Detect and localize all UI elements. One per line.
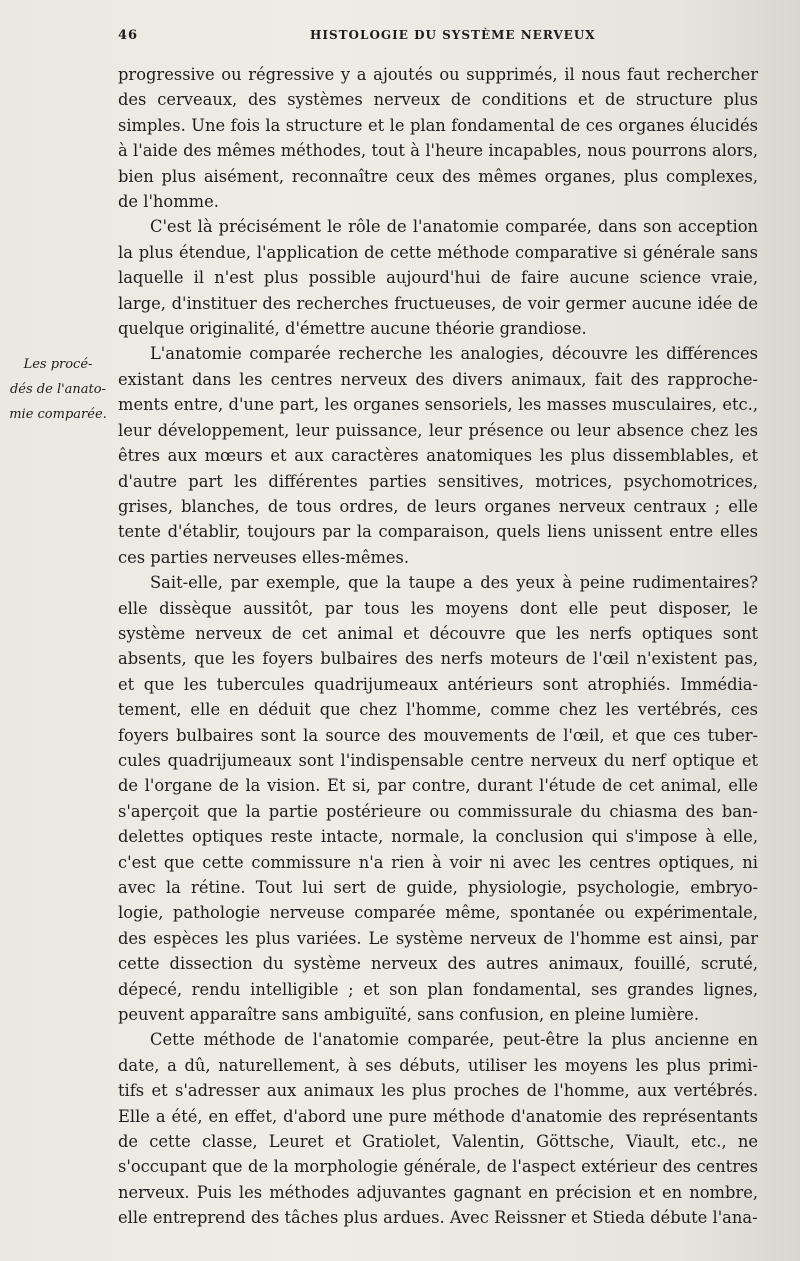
text-line: êtres aux mœurs et aux caractères anatomiques les plus dissemblables, et xyxy=(118,446,758,466)
paragraph xyxy=(118,62,758,214)
text-line: laquelle il n'est plus possible aujourd'hui de faire aucune science vraie, xyxy=(118,268,758,288)
text-line: elle dissèque aussitôt, par tous les moyens dont elle peut disposer, le xyxy=(118,598,758,618)
text-line: la plus étendue, l'application de cette méthode comparative si générale sans xyxy=(118,242,758,262)
text-line: tement, elle en déduit que chez l'homme, comme chez les vertébrés, ces xyxy=(118,700,758,720)
text-line: système nerveux de cet animal et découvre que les nerfs optiques sont xyxy=(118,623,758,643)
text-line: delettes optiques reste intacte, normale, la conclusion qui s'impose à elle, xyxy=(118,827,758,847)
margin-note-line: dés de l'anato- xyxy=(9,382,106,397)
margin-note-line: mie comparée. xyxy=(9,407,107,422)
text-line: tifs et s'adresser aux animaux les plus proches de l'homme, aux vertébrés. xyxy=(118,1081,758,1101)
body-text xyxy=(118,62,758,1231)
paragraph xyxy=(118,570,758,1027)
text-line: existant dans les centres nerveux des divers animaux, fait des rapproche- xyxy=(118,369,758,389)
text-line: de cette classe, Leuret et Gratiolet, Valentin, Göttsche, Viault, etc., ne xyxy=(118,1132,758,1152)
text-line: bien plus aisément, reconnaître ceux des mêmes organes, plus complexes, xyxy=(118,166,758,186)
text-line: à l'aide des mêmes méthodes, tout à l'heure incapables, nous pourrons alors, xyxy=(118,141,758,161)
text-line: quelque originalité, d'émettre aucune théorie grandiose. xyxy=(118,319,587,339)
text-line: s'aperçoit que la partie postérieure ou commissurale du chiasma des ban- xyxy=(118,801,758,821)
paragraph xyxy=(118,341,758,570)
text-line: des espèces les plus variées. Le système nerveux de l'homme est ainsi, par xyxy=(118,928,758,948)
text-line: avec la rétine. Tout lui sert de guide, physiologie, psychologie, embryo- xyxy=(118,878,758,897)
page-number: 46 xyxy=(118,28,139,43)
text-line: logie, pathologie nerveuse comparée même, spontanée ou expérimentale, xyxy=(118,903,758,923)
text-line: foyers bulbaires sont la source des mouvements de l'œil, et que ces tuber- xyxy=(118,725,758,745)
margin-note xyxy=(2,352,114,427)
text-line: ments entre, d'une part, les organes sensoriels, les masses musculaires, etc., xyxy=(118,395,758,415)
text-line: simples. Une fois la structure et le plan fondamental de ces organes élucidés xyxy=(118,115,758,135)
text-line: des cerveaux, des systèmes nerveux de conditions et de structure plus xyxy=(118,90,758,110)
text-line: et que les tubercules quadrijumeaux antérieurs sont atrophiés. Immédia- xyxy=(118,674,758,694)
text-line: nerveux. Puis les méthodes adjuvantes gagnant en précision et en nombre, xyxy=(118,1182,758,1202)
text-line: cette dissection du système nerveux des autres animaux, fouillé, scruté, xyxy=(118,954,758,974)
text-line: dépecé, rendu intelligible ; et son plan fondamental, ses grandes lignes, xyxy=(118,979,758,999)
text-line: large, d'instituer des recherches fructueuses, de voir germer aucune idée de xyxy=(118,293,758,313)
text-line: Cette méthode de l'anatomie comparée, peut-être la plus ancienne en xyxy=(150,1030,758,1050)
paragraph xyxy=(118,1027,758,1230)
page-header xyxy=(118,28,758,48)
text-line: elle entreprend des tâches plus ardues. Avec Reissner et Stieda débute l'ana- xyxy=(118,1208,758,1228)
text-line: tente d'établir, toujours par la comparaison, quels liens unissent entre elles xyxy=(118,522,758,542)
text-line: leur développement, leur puissance, leur présence ou leur absence chez les xyxy=(118,420,758,440)
text-line: Sait-elle, par exemple, que la taupe a des yeux à peine rudimentaires? xyxy=(150,573,758,593)
text-line: progressive ou régressive y a ajoutés ou supprimés, il nous faut rechercher xyxy=(118,65,758,84)
text-line: grises, blanches, de tous ordres, de leurs organes nerveux centraux ; elle xyxy=(118,496,758,516)
text-line: cules quadrijumeaux sont l'indispensable centre nerveux du nerf optique et xyxy=(118,750,758,770)
margin-note-line: Les procé- xyxy=(23,357,93,372)
text-line: de l'organe de la vision. Et si, par contre, durant l'étude de cet animal, elle xyxy=(118,776,758,796)
text-line: C'est là précisément le rôle de l'anatomie comparée, dans son acception xyxy=(150,217,758,237)
running-title: HISTOLOGIE DU SYSTÈME NERVEUX xyxy=(310,28,596,42)
text-line: L'anatomie comparée recherche les analogies, découvre les différences xyxy=(150,344,758,364)
text-line: date, a dû, naturellement, à ses débuts, utiliser les moyens les plus primi- xyxy=(118,1055,758,1075)
text-line: absents, que les foyers bulbaires des nerfs moteurs de l'œil n'existent pas, xyxy=(118,649,758,669)
text-line: peuvent apparaître sans ambiguïté, sans confusion, en pleine lumière. xyxy=(118,1005,699,1025)
text-line: d'autre part les différentes parties sensitives, motrices, psychomotrices, xyxy=(118,471,758,491)
text-line: de l'homme. xyxy=(118,192,219,212)
text-line: Elle a été, en effet, d'abord une pure méthode d'anatomie des représentants xyxy=(118,1106,758,1126)
paragraph xyxy=(118,214,758,341)
text-line: ces parties nerveuses elles-mêmes. xyxy=(118,547,410,567)
text-line: s'occupant que de la morphologie générale, de l'aspect extérieur des centres xyxy=(118,1157,758,1177)
text-line: c'est que cette commissure n'a rien à voir ni avec les centres optiques, ni xyxy=(118,852,758,872)
